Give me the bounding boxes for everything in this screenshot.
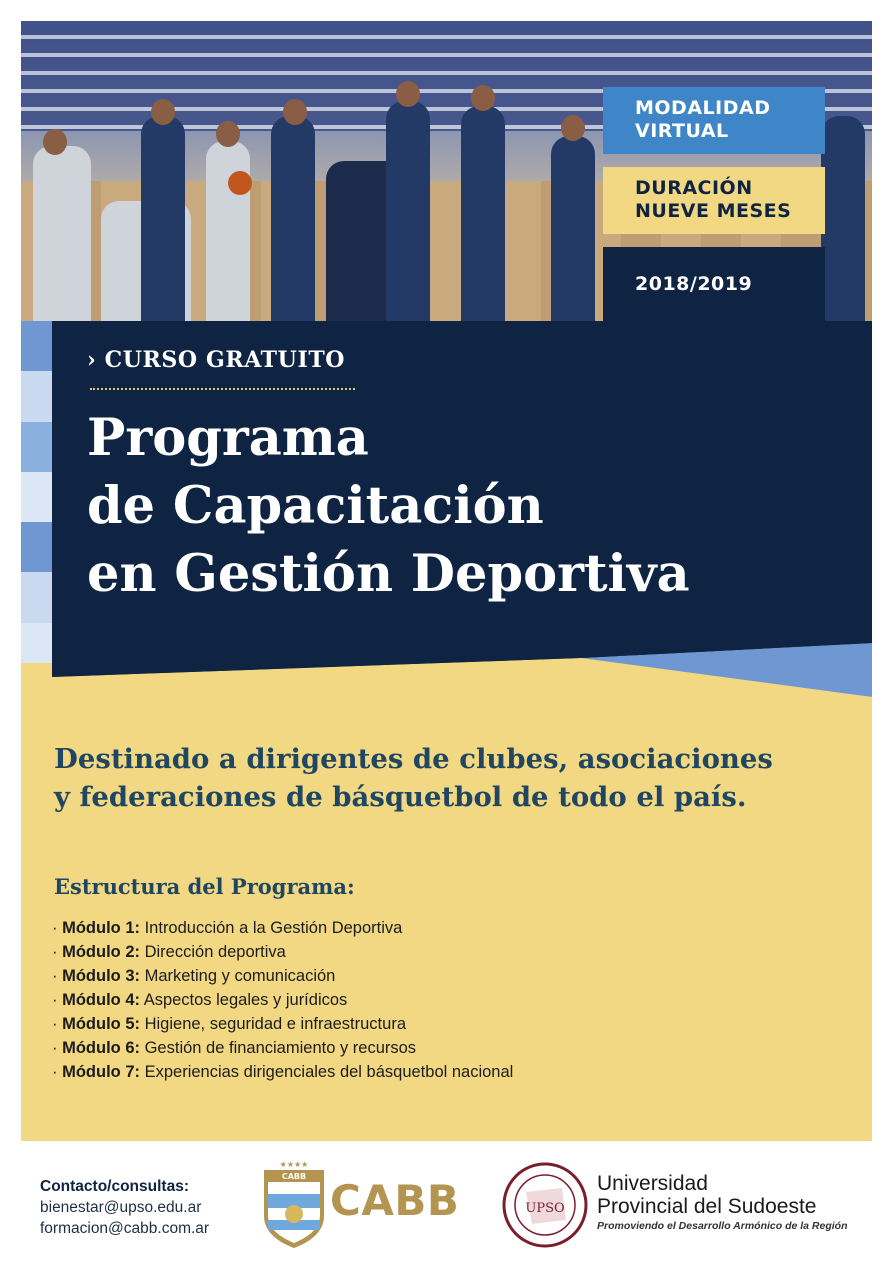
contact-block: [40, 1176, 209, 1239]
photo-person: [386, 101, 430, 351]
contact-heading: Contacto/consultas:: [40, 1178, 189, 1195]
audience-text: [54, 740, 854, 816]
photo-person: [271, 116, 315, 351]
duration-badge: [603, 167, 825, 234]
upso-name-line-1: Universidad: [597, 1172, 708, 1195]
module-text: Gestión de financiamiento y recursos: [144, 1039, 417, 1057]
module-list: [52, 916, 513, 1084]
photo-person: [461, 106, 505, 351]
basketball: [228, 171, 252, 195]
audience-line-1: Destinado a dirigentes de clubes, asociaciones: [54, 743, 773, 775]
photo-head: [216, 121, 240, 147]
structure-heading: Estructura del Programa:: [54, 874, 355, 899]
module-text: Introducción a la Gestión Deportiva: [144, 919, 403, 937]
upso-name-line-2: Provincial del Sudoeste: [597, 1195, 817, 1218]
module-item: · Módulo 6: Gestión de financiamiento y recursos: [52, 1039, 417, 1057]
title-line-1: Programa: [87, 408, 369, 468]
cabb-wordmark: CABB: [330, 1176, 460, 1225]
module-item: · Módulo 4: Aspectos legales y jurídicos: [52, 991, 348, 1009]
upso-seal: [502, 1162, 588, 1248]
upso-seal-text: UPSO: [525, 1201, 565, 1216]
program-title: [87, 404, 847, 608]
year-text: 2018/2019: [635, 273, 753, 295]
cabb-shield-text: CABB: [281, 1172, 307, 1181]
modality-badge: [603, 87, 825, 154]
module-item: · Módulo 1: Introducción a la Gestión Deportiva: [52, 919, 403, 937]
photo-person: [141, 116, 185, 351]
course-kicker: › CURSO GRATUITO: [87, 347, 346, 373]
module-label: Módulo 3:: [62, 967, 140, 985]
photo-head: [283, 99, 307, 125]
duration-line-1: DURACIÓN: [635, 177, 753, 199]
photo-person: [821, 116, 865, 351]
module-item: · Módulo 5: Higiene, seguridad e infraestructura: [52, 1015, 406, 1033]
module-text: Aspectos legales y jurídicos: [143, 991, 348, 1009]
dotted-divider: [90, 388, 355, 390]
audience-line-2: y federaciones de básquetbol de todo el país.: [54, 781, 747, 813]
stripe-segment: [21, 472, 52, 522]
contact-email-cabb[interactable]: formacion@cabb.com.ar: [40, 1220, 210, 1237]
photo-head: [43, 129, 67, 155]
contact-email-upso[interactable]: bienestar@upso.edu.ar: [40, 1199, 202, 1216]
module-text: Higiene, seguridad e infraestructura: [144, 1015, 406, 1033]
photo-head: [471, 85, 495, 111]
module-text: Experiencias dirigenciales del básquetbol nacional: [144, 1063, 514, 1081]
module-label: Módulo 4:: [62, 991, 140, 1009]
module-item: · Módulo 2: Dirección deportiva: [52, 943, 286, 961]
stripe-segment: [21, 522, 52, 572]
upso-name: [597, 1172, 816, 1218]
photo-head: [151, 99, 175, 125]
panel-wedge: [21, 643, 872, 703]
modality-line-2: VIRTUAL: [635, 120, 729, 142]
module-item: · Módulo 7: Experiencias dirigenciales del básquetbol nacional: [52, 1063, 514, 1081]
upso-tagline: Promoviendo el Desarrollo Armónico de la Región: [597, 1220, 848, 1232]
duration-line-2: NUEVE MESES: [635, 200, 792, 222]
module-item: · Módulo 3: Marketing y comunicación: [52, 967, 336, 985]
module-text: Dirección deportiva: [144, 943, 286, 961]
stripe-segment: [21, 371, 52, 421]
year-badge: [603, 247, 825, 322]
module-label: Módulo 6:: [62, 1039, 140, 1057]
photo-person: [551, 136, 595, 351]
title-line-2: de Capacitación: [87, 476, 544, 536]
module-label: Módulo 2:: [62, 943, 140, 961]
modality-line-1: MODALIDAD: [635, 97, 771, 119]
cabb-stars: ★★★★: [279, 1160, 309, 1169]
photo-head: [561, 115, 585, 141]
photo-head: [396, 81, 420, 107]
decorative-stripes: [21, 321, 52, 673]
stripe-segment: [21, 572, 52, 622]
stripe-segment: [21, 422, 52, 472]
module-label: Módulo 7:: [62, 1063, 140, 1081]
stripe-segment: [21, 321, 52, 371]
module-label: Módulo 1:: [62, 919, 140, 937]
module-label: Módulo 5:: [62, 1015, 140, 1033]
module-text: Marketing y comunicación: [144, 967, 336, 985]
title-line-3: en Gestión Deportiva: [87, 544, 690, 604]
